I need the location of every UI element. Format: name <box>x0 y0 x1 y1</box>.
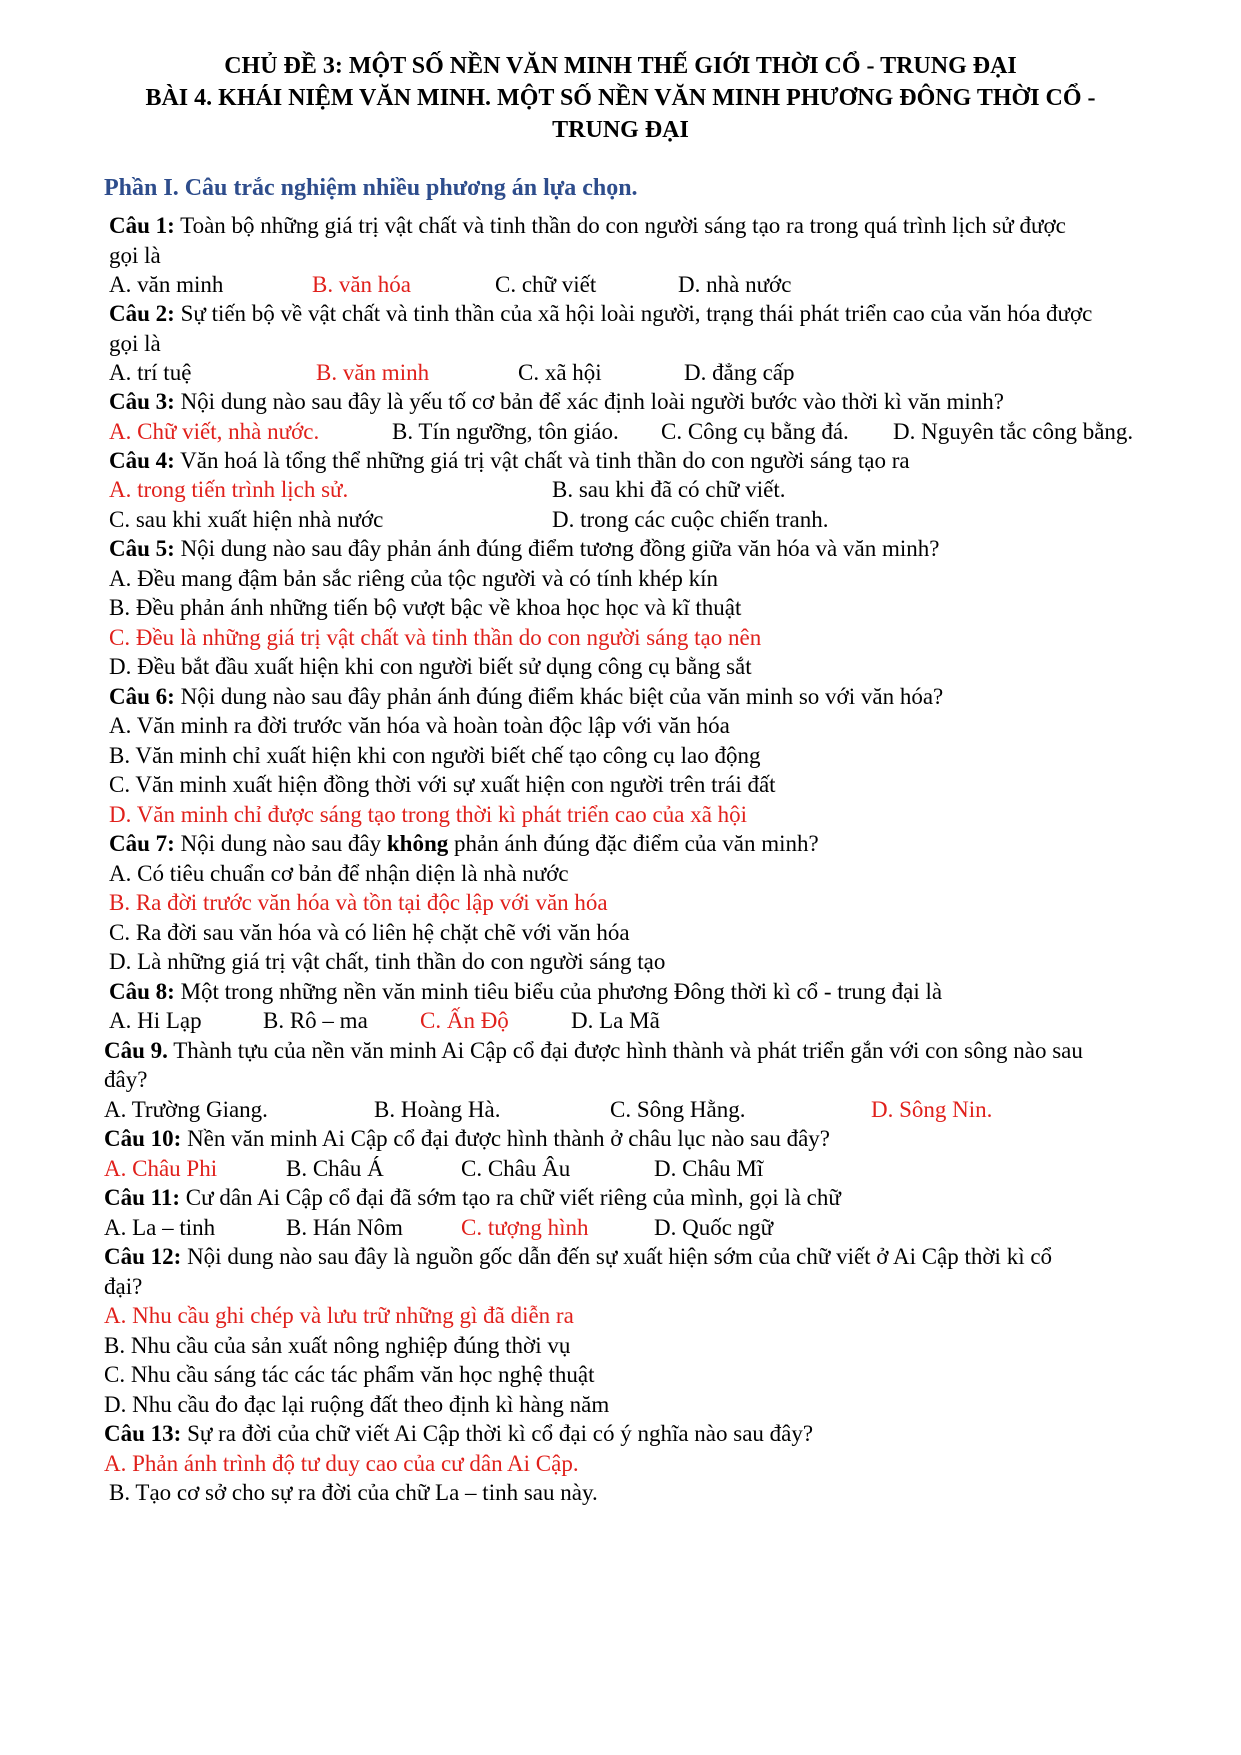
question-number: Câu 11: <box>104 1185 181 1210</box>
option-b: B. Hán Nôm <box>286 1215 403 1240</box>
question-text: Nền văn minh Ai Cập cổ đại được hình thành ở châu lục nào sau đây? <box>181 1126 830 1151</box>
option-a: A. Trường Giang. <box>104 1097 268 1122</box>
question-number: Câu 9. <box>104 1038 168 1063</box>
option-a-correct: A. trong tiến trình lịch sử. <box>109 477 349 502</box>
option-b: B. Rô – ma <box>263 1008 368 1033</box>
option-a: A. La – tinh <box>104 1215 216 1240</box>
question-number: Câu 4: <box>109 448 175 473</box>
option-c: C. xã hội <box>518 360 602 385</box>
option-c-correct: C. Ấn Độ <box>420 1008 509 1033</box>
question-10 <box>104 1124 830 1154</box>
question-text: Một trong những nền văn minh tiêu biểu của phương Đông thời kì cổ - trung đại là <box>174 979 943 1004</box>
question-text: Sự ra đời của chữ viết Ai Cập thời kì cổ đại có ý nghĩa nào sau đây? <box>181 1421 814 1446</box>
question-3 <box>109 387 1004 417</box>
option-a: A. Có tiêu chuẩn cơ bản để nhận diện là nhà nước <box>109 861 569 886</box>
question-5 <box>109 534 939 564</box>
option-a: A. Văn minh ra đời trước văn hóa và hoàn toàn độc lập với văn hóa <box>109 713 730 738</box>
option-a: A. trí tuệ <box>109 360 192 385</box>
option-c: C. Châu Âu <box>461 1156 571 1181</box>
lesson-title: BÀI 4. KHÁI NIỆM VĂN MINH. MỘT SỐ NỀN VĂN MINH PHƯƠNG ĐÔNG THỜI CỔ - <box>145 85 1096 111</box>
question-number: Câu 10: <box>104 1126 182 1151</box>
question-number: Câu 3: <box>109 389 175 414</box>
question-text: Nội dung nào sau đây phản ánh đúng điểm tương đồng giữa văn hóa và văn minh? <box>174 536 940 561</box>
question-9-cont: đây? <box>104 1067 148 1092</box>
option-d-correct: D. Sông Nin. <box>871 1097 993 1122</box>
option-d: D. La Mã <box>571 1008 660 1033</box>
question-text-post: phản ánh đúng đặc điểm của văn minh? <box>448 831 819 856</box>
question-2-cont: gọi là <box>109 331 161 356</box>
option-b: B. Nhu cầu của sản xuất nông nghiệp đúng thời vụ <box>104 1333 571 1358</box>
option-c-correct: C. tượng hình <box>461 1215 589 1240</box>
section-heading: Phần I. Câu trắc nghiệm nhiều phương án lựa chọn. <box>104 175 638 201</box>
option-d: D. đẳng cấp <box>684 360 795 385</box>
option-c: C. sau khi xuất hiện nhà nước <box>109 507 384 532</box>
question-text-emphasis: không <box>386 831 449 856</box>
question-12-cont: đại? <box>104 1274 143 1299</box>
option-a-correct: A. Phản ánh trình độ tư duy cao của cư dân Ai Cập. <box>104 1451 579 1476</box>
question-number: Câu 5: <box>109 536 175 561</box>
option-a-correct: A. Chữ viết, nhà nước. <box>109 419 320 444</box>
option-b: B. sau khi đã có chữ viết. <box>552 477 786 502</box>
question-9 <box>104 1036 1083 1066</box>
option-b-correct: B. Ra đời trước văn hóa và tồn tại độc lập với văn hóa <box>109 890 608 915</box>
option-c: C. Nhu cầu sáng tác các tác phẩm văn học nghệ thuật <box>104 1362 595 1387</box>
option-b: B. Văn minh chỉ xuất hiện khi con người biết chế tạo công cụ lao động <box>109 743 761 768</box>
question-4 <box>109 446 910 476</box>
question-12 <box>104 1242 1052 1272</box>
option-d-correct: D. Văn minh chỉ được sáng tạo trong thời kì phát triển cao của xã hội <box>109 802 748 827</box>
question-number: Câu 12: <box>104 1244 182 1269</box>
option-b: B. Tín ngưỡng, tôn giáo. <box>392 419 619 444</box>
question-number: Câu 8: <box>109 979 175 1004</box>
option-b-correct: B. văn minh <box>316 360 430 385</box>
question-text: Nội dung nào sau đây là nguồn gốc dẫn đến sự xuất hiện sớm của chữ viết ở Ai Cập thời kì cổ <box>181 1244 1053 1269</box>
question-8 <box>109 977 942 1007</box>
option-d: D. Đều bắt đầu xuất hiện khi con người biết sử dụng công cụ bằng sắt <box>109 654 752 679</box>
option-b: B. Đều phản ánh những tiến bộ vượt bậc về khoa học học và kĩ thuật <box>109 595 742 620</box>
question-number: Câu 7: <box>109 831 175 856</box>
option-d: D. Châu Mĩ <box>654 1156 764 1181</box>
question-1 <box>109 211 1066 241</box>
lesson-title-cont: TRUNG ĐẠI <box>552 117 689 143</box>
option-b: B. Hoàng Hà. <box>374 1097 501 1122</box>
option-a: A. Hi Lạp <box>109 1008 202 1033</box>
option-c: C. Sông Hằng. <box>610 1097 746 1122</box>
option-d: D. nhà nước <box>678 272 792 297</box>
option-b: B. Tạo cơ sở cho sự ra đời của chữ La – tinh sau này. <box>109 1480 598 1505</box>
option-c: C. Ra đời sau văn hóa và có liên hệ chặt chẽ với văn hóa <box>109 920 630 945</box>
option-d: D. Là những giá trị vật chất, tinh thần do con người sáng tạo <box>109 949 666 974</box>
question-1-cont: gọi là <box>109 243 161 268</box>
option-a-correct: A. Châu Phi <box>104 1156 218 1181</box>
question-2 <box>109 299 1092 329</box>
option-d: D. Nguyên tắc công bằng. <box>893 419 1134 444</box>
question-7 <box>109 829 819 859</box>
question-text: Cư dân Ai Cập cổ đại đã sớm tạo ra chữ viết riêng của mình, gọi là chữ <box>180 1185 841 1210</box>
option-d: D. trong các cuộc chiến tranh. <box>552 507 829 532</box>
question-text: Toàn bộ những giá trị vật chất và tinh thần do con người sáng tạo ra trong quá trình lịch sử được <box>174 213 1066 238</box>
option-c: C. Văn minh xuất hiện đồng thời với sự xuất hiện con người trên trái đất <box>109 772 776 797</box>
option-d: D. Nhu cầu đo đạc lại ruộng đất theo định kì hàng năm <box>104 1392 610 1417</box>
option-c-correct: C. Đều là những giá trị vật chất và tinh thần do con người sáng tạo nên <box>109 625 762 650</box>
option-b: B. Châu Á <box>286 1156 384 1181</box>
question-number: Câu 6: <box>109 684 175 709</box>
question-13 <box>104 1419 813 1449</box>
question-number: Câu 13: <box>104 1421 182 1446</box>
topic-title: CHỦ ĐỀ 3: MỘT SỐ NỀN VĂN MINH THẾ GIỚI THỜI CỔ - TRUNG ĐẠI <box>224 53 1017 79</box>
question-text: Nội dung nào sau đây phản ánh đúng điểm khác biệt của văn minh so với văn hóa? <box>174 684 944 709</box>
question-11 <box>104 1183 841 1213</box>
option-a-correct: A. Nhu cầu ghi chép và lưu trữ những gì đã diễn ra <box>104 1303 574 1328</box>
option-c: C. Công cụ bằng đá. <box>661 419 849 444</box>
question-text: Nội dung nào sau đây là yếu tố cơ bản để xác định loài người bước vào thời kì văn minh? <box>174 389 1005 414</box>
option-a: A. Đều mang đậm bản sắc riêng của tộc người và có tính khép kín <box>109 566 719 591</box>
question-number: Câu 1: <box>109 213 175 238</box>
option-c: C. chữ viết <box>495 272 597 297</box>
option-d: D. Quốc ngữ <box>654 1215 774 1240</box>
question-number: Câu 2: <box>109 301 175 326</box>
question-text-pre: Nội dung nào sau đây <box>174 831 387 856</box>
question-text: Văn hoá là tổng thể những giá trị vật chất và tinh thần do con người sáng tạo ra <box>174 448 910 473</box>
question-6 <box>109 682 943 712</box>
option-a: A. văn minh <box>109 272 224 297</box>
question-text: Thành tựu của nền văn minh Ai Cập cổ đại được hình thành và phát triển gắn với con sông nào sau <box>167 1038 1083 1063</box>
question-text: Sự tiến bộ về vật chất và tinh thần của xã hội loài người, trạng thái phát triển cao của văn hóa được <box>174 301 1093 326</box>
option-b-correct: B. văn hóa <box>312 272 412 297</box>
